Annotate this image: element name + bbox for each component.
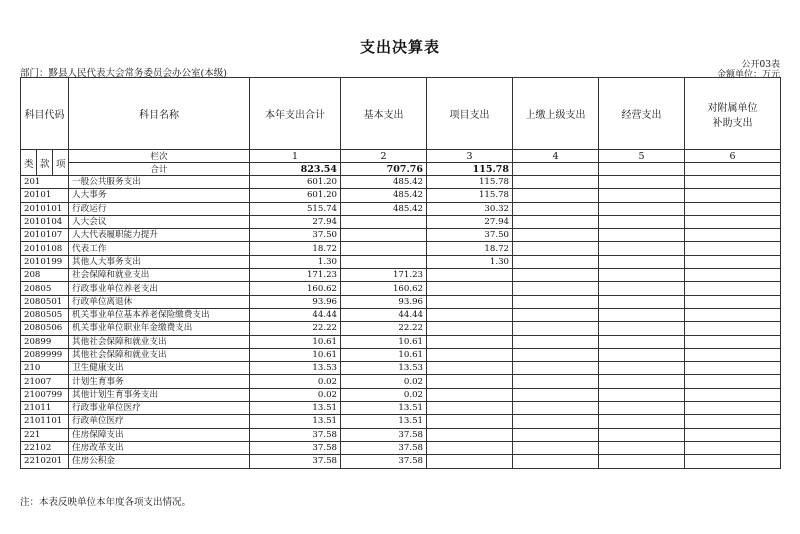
table-row [21,176,781,189]
table-row [21,348,781,361]
label-lanci: 栏次 [69,150,250,163]
amount-total: 18.72 [250,242,341,255]
subject-code: 201 [21,176,69,189]
header-upper: 上缴上级支出 [513,78,599,150]
amount-upper [513,176,599,189]
amount-total: 160.62 [250,282,341,295]
amount-upper [513,348,599,361]
col-number-5: 5 [599,150,685,163]
subject-code: 221 [21,428,69,441]
amount-project [427,282,513,295]
subject-code: 2010101 [21,202,69,215]
col-number-3: 3 [427,150,513,163]
amount-project [427,362,513,375]
amount-subsidy [685,308,781,321]
amount-project [427,455,513,468]
subject-name: 行政单位医疗 [69,415,250,428]
subject-code: 2101101 [21,415,69,428]
amount-subsidy [685,282,781,295]
amount-basic [341,229,427,242]
amount-subsidy [685,255,781,268]
amount-total: 44.44 [250,308,341,321]
page-title: 支出决算表 [359,38,440,56]
subject-name: 机关事业单位基本养老保险缴费支出 [69,308,250,321]
col-number-2: 2 [341,150,427,163]
amount-subsidy [685,202,781,215]
table-row [21,269,781,282]
amount-subsidy [685,242,781,255]
total-row [21,163,781,176]
subject-code: 2080505 [21,308,69,321]
amount-subsidy [685,295,781,308]
amount-upper [513,322,599,335]
table-row [21,441,781,454]
amount-upper [513,295,599,308]
form-code: 公开03表 [741,60,780,70]
label-kuan: 款 [37,150,53,176]
total-basic: 707.76 [341,163,427,176]
amount-upper [513,441,599,454]
amount-total: 171.23 [250,269,341,282]
amount-basic: 160.62 [341,282,427,295]
label-xiang: 项 [53,150,69,176]
subject-name: 其他社会保障和就业支出 [69,335,250,348]
table-row [21,308,781,321]
amount-total: 515.74 [250,202,341,215]
amount-total: 1.30 [250,255,341,268]
subject-code: 2089999 [21,348,69,361]
amount-subsidy [685,402,781,415]
department-label: 部门：黟县人民代表大会常务委员会办公室(本级) [20,68,227,79]
amount-subsidy [685,415,781,428]
amount-basic [341,215,427,228]
amount-basic: 13.51 [341,402,427,415]
expenditure-table [20,77,781,469]
amount-upper [513,269,599,282]
amount-subsidy [685,189,781,202]
header-subsidy [685,78,781,150]
amount-total: 22.22 [250,322,341,335]
table-row [21,335,781,348]
amount-business [599,415,685,428]
amount-upper [513,402,599,415]
subject-name: 行政单位离退休 [69,295,250,308]
amount-upper [513,428,599,441]
amount-subsidy [685,388,781,401]
subject-name: 人大会议 [69,215,250,228]
amount-business [599,428,685,441]
header-subsidy-line2: 补助支出 [712,117,753,129]
amount-upper [513,375,599,388]
amount-business [599,189,685,202]
amount-basic: 10.61 [341,348,427,361]
amount-subsidy [685,455,781,468]
table-row [21,362,781,375]
table-row [21,295,781,308]
amount-subsidy [685,375,781,388]
table-row [21,229,781,242]
footnote: 注：本表反映单位本年度各项支出情况。 [20,497,192,508]
subject-name: 一般公共服务支出 [69,176,250,189]
amount-basic: 13.51 [341,415,427,428]
amount-basic [341,255,427,268]
subject-name: 人大事务 [69,189,250,202]
subject-name: 其他社会保障和就业支出 [69,348,250,361]
table-row [21,255,781,268]
amount-subsidy [685,322,781,335]
amount-subsidy [685,229,781,242]
subject-name: 代表工作 [69,242,250,255]
header-row [21,78,781,150]
amount-project: 115.78 [427,176,513,189]
table-row [21,282,781,295]
header-basic: 基本支出 [341,78,427,150]
amount-basic: 485.42 [341,176,427,189]
amount-total: 37.50 [250,229,341,242]
subject-name: 其他计划生育事务支出 [69,388,250,401]
label-lei: 类 [21,150,37,176]
amount-upper [513,189,599,202]
subject-name: 住房改革支出 [69,441,250,454]
amount-business [599,375,685,388]
subject-code: 21007 [21,375,69,388]
amount-total: 13.53 [250,362,341,375]
amount-basic: 37.58 [341,428,427,441]
amount-business [599,402,685,415]
subject-code: 2010104 [21,215,69,228]
header-business: 经营支出 [599,78,685,150]
amount-business [599,348,685,361]
amount-project [427,402,513,415]
amount-basic: 22.22 [341,322,427,335]
amount-upper [513,388,599,401]
amount-business [599,295,685,308]
table-row [21,242,781,255]
amount-basic: 93.96 [341,295,427,308]
amount-project [427,348,513,361]
subject-code: 22102 [21,441,69,454]
subject-code: 208 [21,269,69,282]
total-upper [513,163,599,176]
amount-business [599,388,685,401]
amount-basic: 13.53 [341,362,427,375]
subject-code: 20101 [21,189,69,202]
subject-name: 住房保障支出 [69,428,250,441]
subject-code: 2010107 [21,229,69,242]
amount-basic: 10.61 [341,335,427,348]
amount-total: 601.20 [250,189,341,202]
table-row [21,415,781,428]
subject-code: 20899 [21,335,69,348]
subject-code: 2010108 [21,242,69,255]
amount-subsidy [685,348,781,361]
amount-business [599,455,685,468]
total-amount: 823.54 [250,163,341,176]
amount-basic: 171.23 [341,269,427,282]
amount-total: 601.20 [250,176,341,189]
amount-total: 37.58 [250,428,341,441]
amount-basic: 44.44 [341,308,427,321]
subject-name: 计划生育事务 [69,375,250,388]
amount-upper [513,415,599,428]
amount-total: 13.51 [250,415,341,428]
amount-project: 27.94 [427,215,513,228]
amount-total: 93.96 [250,295,341,308]
table-row [21,375,781,388]
col-number-6: 6 [685,150,781,163]
amount-basic: 485.42 [341,189,427,202]
amount-project [427,308,513,321]
amount-total: 0.02 [250,388,341,401]
amount-upper [513,282,599,295]
amount-business [599,308,685,321]
amount-total: 37.58 [250,441,341,454]
amount-project [427,269,513,282]
amount-upper [513,229,599,242]
header-project: 项目支出 [427,78,513,150]
amount-business [599,176,685,189]
subject-name: 行政事业单位养老支出 [69,282,250,295]
amount-upper [513,362,599,375]
amount-project [427,441,513,454]
amount-project: 1.30 [427,255,513,268]
label-heji: 合计 [69,163,250,176]
subject-name: 行政运行 [69,202,250,215]
amount-project [427,415,513,428]
amount-basic: 37.58 [341,455,427,468]
amount-business [599,255,685,268]
total-subsidy [685,163,781,176]
amount-upper [513,255,599,268]
amount-subsidy [685,428,781,441]
header-name: 科目名称 [69,78,250,150]
amount-subsidy [685,176,781,189]
amount-total: 10.61 [250,335,341,348]
amount-business [599,335,685,348]
amount-project [427,295,513,308]
amount-subsidy [685,215,781,228]
amount-upper [513,202,599,215]
amount-project: 115.78 [427,189,513,202]
amount-total: 13.51 [250,402,341,415]
amount-subsidy [685,441,781,454]
amount-project [427,335,513,348]
subject-name: 卫生健康支出 [69,362,250,375]
amount-business [599,215,685,228]
header-total: 本年支出合计 [250,78,341,150]
amount-business [599,441,685,454]
table-row [21,402,781,415]
amount-upper [513,242,599,255]
amount-subsidy [685,335,781,348]
amount-subsidy [685,362,781,375]
amount-upper [513,308,599,321]
amount-business [599,269,685,282]
amount-basic [341,242,427,255]
table-row [21,322,781,335]
table-row [21,189,781,202]
table-row [21,455,781,468]
subject-name: 行政事业单位医疗 [69,402,250,415]
table-row [21,202,781,215]
amount-total: 10.61 [250,348,341,361]
amount-total: 27.94 [250,215,341,228]
subject-code: 210 [21,362,69,375]
subject-name: 人大代表履职能力提升 [69,229,250,242]
header-subsidy-line1: 对附属单位 [707,102,758,114]
amount-business [599,229,685,242]
subject-name: 社会保障和就业支出 [69,269,250,282]
subject-code: 2010199 [21,255,69,268]
amount-business [599,322,685,335]
subject-code: 2080501 [21,295,69,308]
subject-code: 21011 [21,402,69,415]
amount-project [427,322,513,335]
amount-unit: 金额单位：万元 [716,70,780,80]
amount-project: 30.32 [427,202,513,215]
subject-code: 2210201 [21,455,69,468]
subject-name: 机关事业单位职业年金缴费支出 [69,322,250,335]
subject-name: 住房公积金 [69,455,250,468]
amount-project [427,388,513,401]
amount-project [427,428,513,441]
amount-business [599,242,685,255]
column-number-row [21,150,781,163]
amount-subsidy [685,269,781,282]
amount-upper [513,215,599,228]
amount-total: 37.58 [250,455,341,468]
amount-upper [513,455,599,468]
amount-upper [513,335,599,348]
amount-business [599,202,685,215]
subject-code: 20805 [21,282,69,295]
amount-basic: 485.42 [341,202,427,215]
subject-code: 2080506 [21,322,69,335]
table-row [21,388,781,401]
amount-basic: 0.02 [341,388,427,401]
table-row [21,428,781,441]
amount-business [599,282,685,295]
amount-business [599,362,685,375]
amount-project: 18.72 [427,242,513,255]
amount-total: 0.02 [250,375,341,388]
total-business [599,163,685,176]
amount-project [427,375,513,388]
amount-basic: 37.58 [341,441,427,454]
subject-name: 其他人大事务支出 [69,255,250,268]
subject-code: 2100799 [21,388,69,401]
col-number-1: 1 [250,150,341,163]
col-number-4: 4 [513,150,599,163]
amount-project: 37.50 [427,229,513,242]
header-code: 科目代码 [21,78,69,150]
total-project: 115.78 [427,163,513,176]
amount-basic: 0.02 [341,375,427,388]
table-row [21,215,781,228]
